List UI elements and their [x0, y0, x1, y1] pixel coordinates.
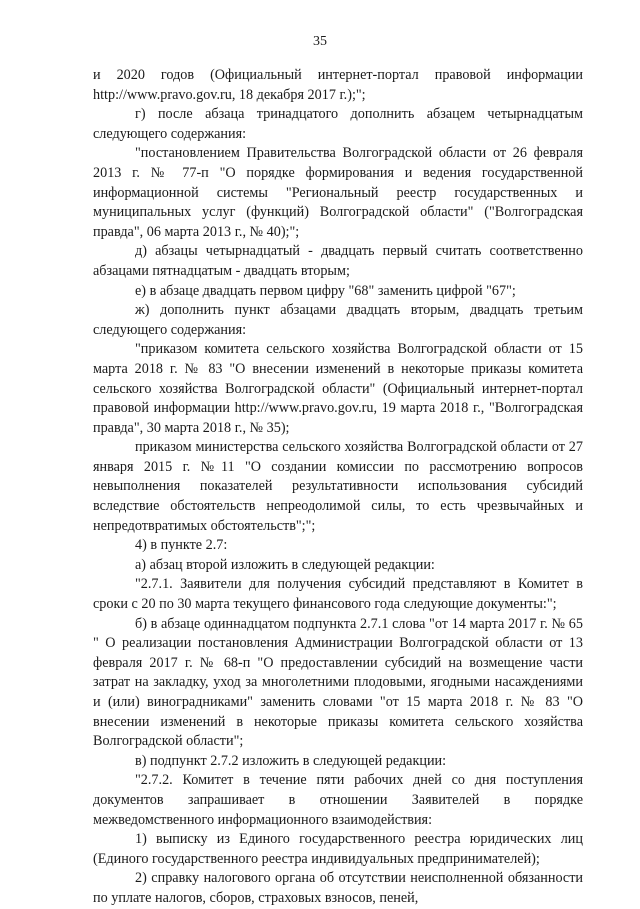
paragraph-quote-postanovlenie: "постановлением Правительства Волгоградской области от 26 февраля 2013 г. № 77-п "О порядке формирования и ведения государственной информационной системы "Региональный реестр государственных и муниципальных услуг (функций) Волгоградской области" ("Волгоградская правда", 06 марта 2013 г., № 40);";	[93, 145, 583, 240]
paragraph-quote-prikaz-83: "приказом комитета сельского хозяйства Волгоградской области от 15 марта 2018 г. № 83 "О внесении изменений в некоторые приказы комитета сельского хозяйства Волгоградской области" (Официальный интернет-портал правовой информации http://www.pravo.gov.ru, 19 марта 2018 г., "Волгоградская правда", 30 марта 2018 г., № 35);	[93, 341, 583, 436]
page-number: 35	[313, 34, 327, 49]
paragraph-quote-2-7-1: "2.7.1. Заявители для получения субсидий представляют в Комитет в сроки с 20 по 30 марта текущего финансового года следующие документы:";	[93, 576, 583, 613]
paragraph-list-item-1: 1) выписку из Единого государственного реестра юридических лиц (Единого государственного реестра индивидуальных предпринимателей);	[93, 831, 583, 867]
document-body	[93, 66, 583, 909]
paragraph-item-g: г) после абзаца тринадцатого дополнить абзацем четырнадцатым следующего содержания:	[93, 106, 583, 142]
paragraph-item-e: е) в абзаце двадцать первом цифру "68" заменить цифрой "67";	[135, 282, 516, 299]
paragraph-item-zh: ж) дополнить пункт абзацами двадцать вторым, двадцать третьим следующего содержания:	[93, 302, 583, 338]
paragraph-continuation: и 2020 годов (Официальный интернет-портал правовой информации http://www.pravo.gov.ru, 18 декабря 2017 г.);";	[93, 67, 583, 103]
paragraph-item-a: а) абзац второй изложить в следующей редакции:	[135, 556, 435, 573]
paragraph-item-v: в) подпункт 2.7.2 изложить в следующей редакции:	[135, 752, 447, 769]
paragraph-prikaz-11: приказом министерства сельского хозяйства Волгоградской области от 27 января 2015 г. №11 "О создании комиссии по рассмотрению вопросов невыполнения показателей результативности использования субсидий вследствие обстоятельств непреодолимой силы, то есть чрезвычайных и непредотвратимых обстоятельств";";	[93, 439, 583, 534]
paragraph-item-4: 4) в пункте 2.7:	[135, 537, 228, 554]
paragraph-list-item-2: 2) справку налогового органа об отсутствии неисполненной обязанности по уплате налогов, сборов, страховых взносов, пеней,	[93, 870, 583, 906]
paragraph-item-d: д) абзацы четырнадцатый - двадцать первый считать соответственно абзацами пятнадцатым - двадцать вторым;	[93, 243, 583, 279]
paragraph-quote-2-7-2: "2.7.2. Комитет в течение пяти рабочих дней со дня поступления документов запрашивает в отношении Заявителей в порядке межведомственного информационного взаимодействия:	[93, 772, 583, 828]
paragraph-item-b: б) в абзаце одиннадцатом подпункта 2.7.1 слова "от 14 марта 2017 г. № 65 " О реализации постановления Администрации Волгоградской области от 13 февраля 2017 г. № 68-п "О предоставлении субсидий на возмещение части затрат на закладку, уход за многолетними плодовыми, ягодными насаждениями и (или) виноградниками" заменить словами "от 15 марта 2018 г. № 83 "О внесении изменений в некоторые приказы комитета сельского хозяйства Волгоградской области";	[93, 615, 583, 750]
